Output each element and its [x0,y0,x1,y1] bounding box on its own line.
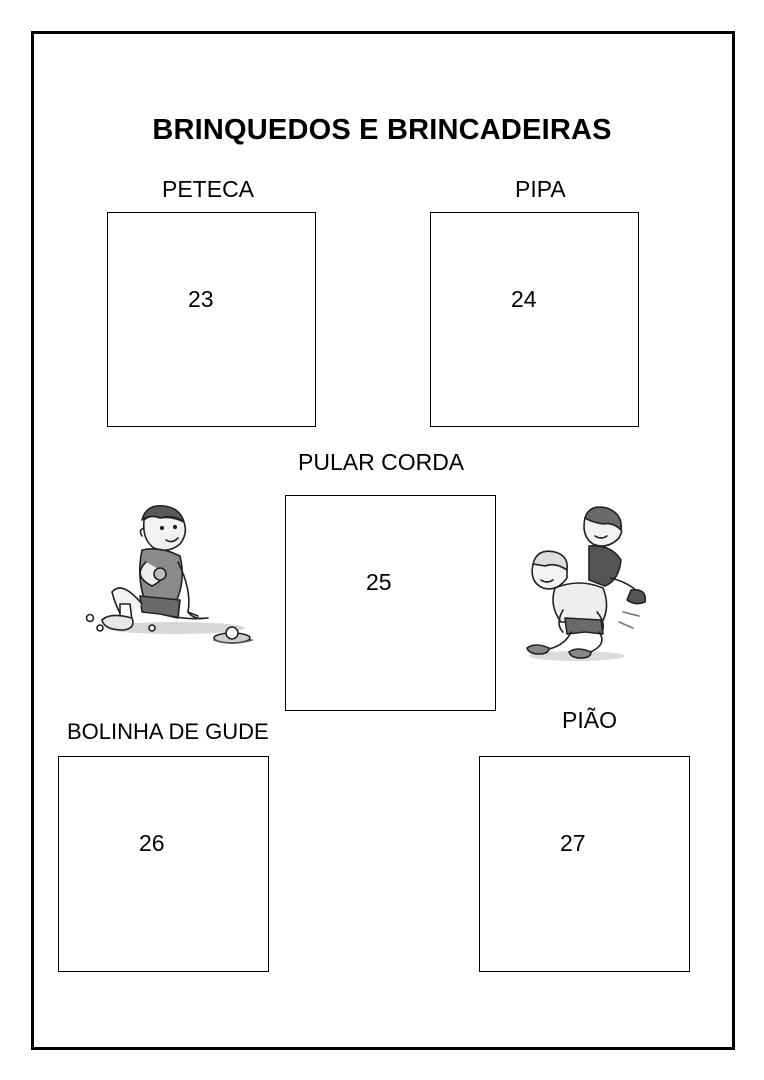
box-number: 26 [139,830,165,856]
drawing-box-piao[interactable] [479,756,690,972]
drawing-box-pular-corda[interactable] [285,495,496,711]
item-label-pipa: PIPA [515,176,566,202]
box-number: 25 [366,569,392,595]
leapfrog-illustration [515,500,655,670]
drawing-box-peteca[interactable] [107,212,316,427]
box-number: 27 [560,830,586,856]
marbles-boy-illustration [80,500,275,650]
item-label-piao: PIÃO [562,707,617,733]
box-number: 23 [188,286,214,312]
item-label-bolinha-de-gude: BOLINHA DE GUDE [67,719,269,744]
drawing-box-bolinha-de-gude[interactable] [58,756,269,972]
item-label-pular-corda: PULAR CORDA [298,449,465,475]
worksheet-title: BRINQUEDOS E BRINCADEIRAS [152,114,612,146]
item-label-peteca: PETECA [162,176,255,202]
drawing-box-pipa[interactable] [430,212,639,427]
box-number: 24 [511,286,537,312]
